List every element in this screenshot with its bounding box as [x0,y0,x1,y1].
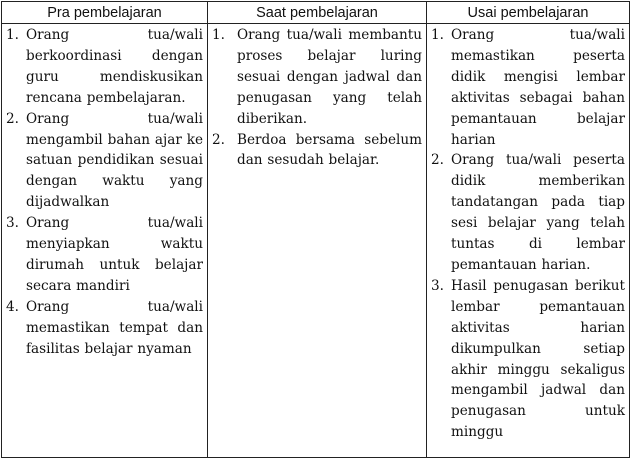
item-text: Orang tua/wali mengambil bahan ajar ke satuan pendidikan sesuai dengan waktu yang dijadwalkan [26,110,203,211]
column-pra-pembelajaran [2,24,208,458]
list-item [6,297,203,360]
column-usai-pembelajaran [427,24,630,458]
list-item [6,25,203,109]
column-saat-pembelajaran [208,24,427,458]
item-text: Orang tua/wali menyiapkan waktu dirumah untuk belajar secara mandiri [26,215,203,294]
header-saat-pembelajaran: Saat pembelajaran [208,2,427,24]
item-number: 4. [6,298,19,315]
item-text: Orang tua/wali membantu proses belajar luring sesuai dengan jadwal dan penugasan yang telah diberikan. [237,27,422,127]
header-usai-pembelajaran: Usai pembelajaran [427,2,630,24]
list-item [212,130,422,172]
content-row [2,24,630,458]
saat-pembelajaran-list [208,24,426,171]
item-text: Orang tua/wali memastikan peserta didik mengisi lembar aktivitas sebagai bahan pemantauan belajar harian [451,27,625,148]
item-text: Orang tua/wali peserta didik memberikan tandatangan pada tiap sesi belajar yang telah tuntas di lembar pemantauan harian. [451,152,625,273]
pra-pembelajaran-list [2,24,207,360]
item-number: 1. [431,27,444,43]
item-number: 3. [6,215,19,232]
item-number: 3. [431,277,444,294]
item-text: Berdoa bersama sebelum dan sesudah belajar. [237,131,422,169]
item-number: 2. [431,152,444,169]
header-pra-pembelajaran: Pra pembelajaran [2,2,208,24]
list-item [212,25,422,130]
list-item [431,276,625,443]
item-number: 1. [212,27,225,43]
list-item [6,109,203,214]
usai-pembelajaran-list [427,24,629,443]
header-row [2,2,630,24]
learning-activities-table [1,1,630,458]
list-item [431,150,625,275]
item-text: Hasil penugasan berikut lembar pemantauan aktivitas harian dikumpulkan setiap akhir minggu sekaligus mengambil jadwal dan penugasan untuk minggu [451,277,625,441]
item-number: 2. [6,110,19,127]
list-item [431,25,625,150]
item-number: 1. [6,27,19,43]
item-number: 2. [212,131,225,148]
item-text: Orang tua/wali berkoordinasi dengan guru mendiskusikan rencana pembelajaran. [26,27,203,106]
list-item [6,213,203,297]
item-text: Orang tua/wali memastikan tempat dan fasilitas belajar nyaman [26,298,203,357]
